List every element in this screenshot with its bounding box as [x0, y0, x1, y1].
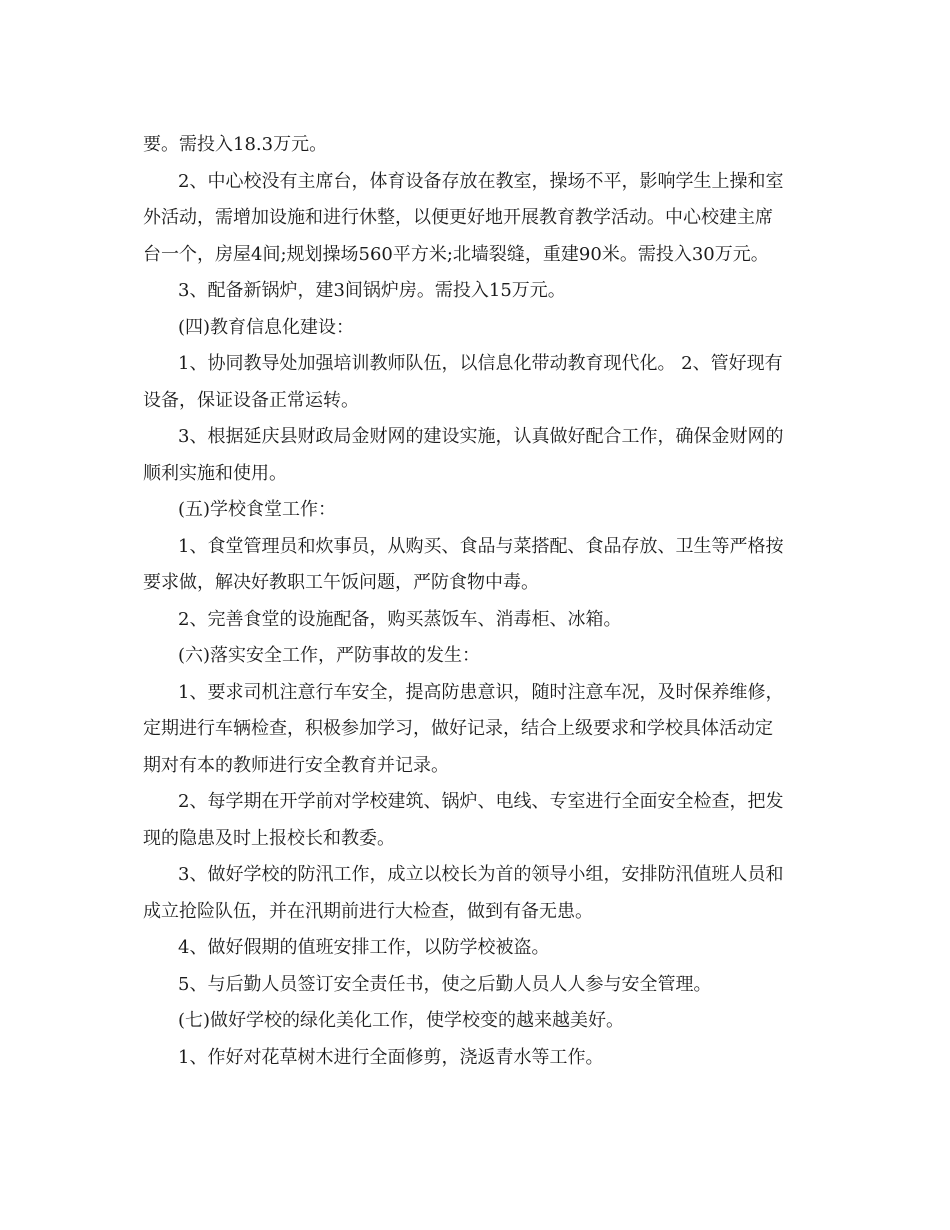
document-body	[143, 127, 811, 1076]
text-line: 成立抢险队伍，并在汛期前进行大检查，做到有备无患。	[143, 900, 593, 922]
text-line: 期对有本的教师进行安全教育并记录。	[143, 754, 449, 776]
text-line: 5、与后勤人员签订安全责任书，使之后勤人员人人参与安全管理。	[178, 973, 712, 995]
text-line: 顺利实施和使用。	[143, 462, 287, 484]
section-heading: (四)教育信息化建设：	[178, 316, 355, 338]
text-line: 2、完善食堂的设施配备，购买蒸饭车、消毒柜、冰箱。	[178, 608, 622, 630]
text-line: 要求做，解决好教职工午饭问题，严防食物中毒。	[143, 572, 539, 593]
section-heading: (六)落实安全工作，严防事故的发生：	[178, 645, 481, 666]
text-line: 3、做好学校的防汛工作，成立以校长为首的领导小组，安排防汛值班人员和	[178, 864, 784, 885]
text-line: 现的隐患及时上报校长和教委。	[143, 827, 395, 849]
text-line: 4、做好假期的值班安排工作，以防学校被盗。	[178, 937, 550, 958]
text-line: 3、配备新锅炉，建3间锅炉房。需投入15万元。	[178, 280, 566, 301]
text-line: 3、根据延庆县财政局金财网的建设实施，认真做好配合工作，确保金财网的	[178, 426, 784, 447]
text-line: 1、食堂管理员和炊事员，从购买、食品与菜搭配、食品存放、卫生等严格按	[178, 535, 784, 557]
text-line: 1、要求司机注意行车安全，提高防患意识，随时注意车况，及时保养维修，	[178, 681, 784, 703]
section-heading: (五)学校食堂工作：	[178, 499, 337, 520]
text-line: 定期进行车辆检查，积极参加学习，做好记录，结合上级要求和学校具体活动定	[143, 718, 773, 739]
text-line: 1、作好对花草树木进行全面修剪，浇返青水等工作。	[178, 1046, 604, 1068]
text-line: 设备，保证设备正常运转。	[143, 389, 359, 411]
text-line: 要。需投入18.3万元。	[143, 134, 328, 155]
section-heading: (七)做好学校的绿化美化工作，使学校变的越来越美好。	[178, 1010, 625, 1031]
text-line: 2、中心校没有主席台，体育设备存放在教室，操场不平，影响学生上操和室	[178, 170, 784, 192]
text-line: 台一个，房屋4间;规划操场560平方米;北墙裂缝，重建90米。需投入30万元。	[143, 243, 769, 265]
text-line: 1、协同教导处加强培训教师队伍，以信息化带动教育现代化。 2、管好现有	[178, 353, 783, 374]
text-line: 外活动，需增加设施和进行休整，以便更好地开展教育教学活动。中心校建主席	[143, 207, 773, 228]
text-line: 2、每学期在开学前对学校建筑、锅炉、电线、专室进行全面安全检查，把发	[178, 791, 784, 812]
